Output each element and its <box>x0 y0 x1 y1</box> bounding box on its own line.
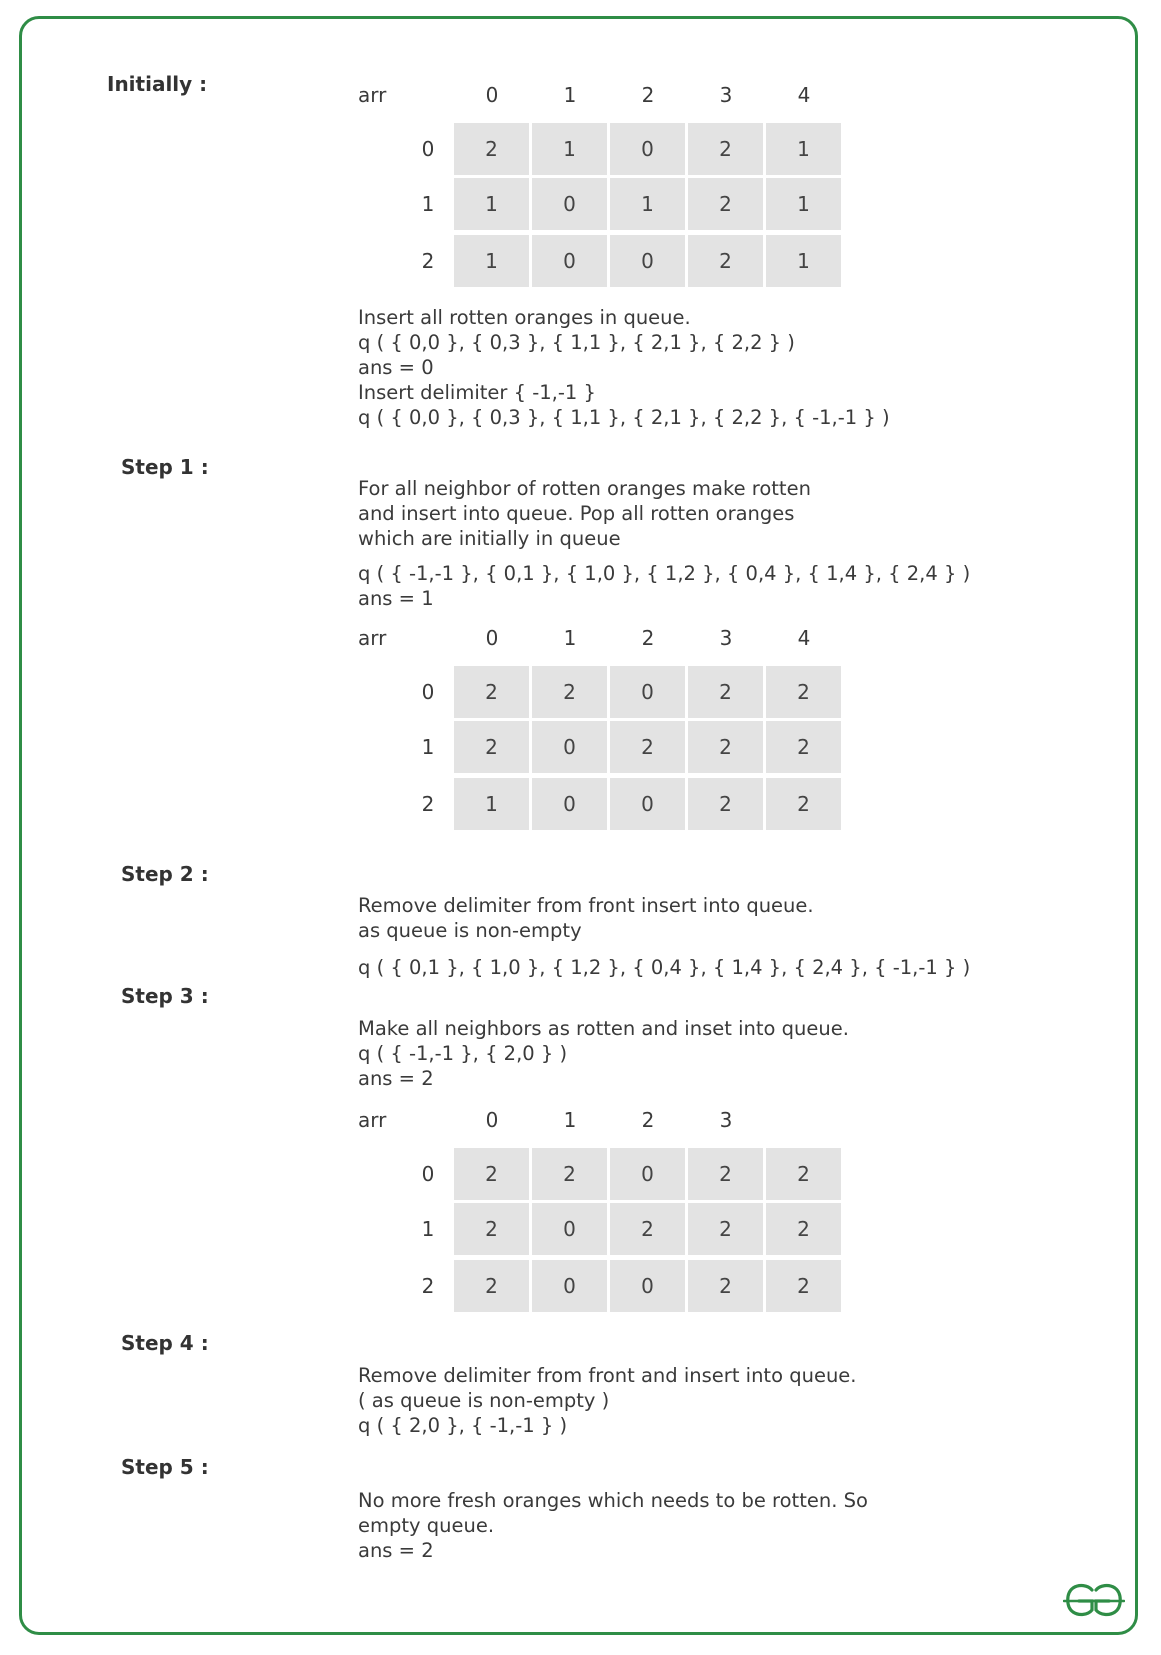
row-index: 2 <box>421 249 435 273</box>
grid-cell: 1 <box>532 123 607 175</box>
grid-cell: 2 <box>454 1148 529 1200</box>
column-index: 0 <box>485 626 499 650</box>
grid-cell: 2 <box>766 1203 841 1255</box>
step4-line: Remove delimiter from front and insert into queue. <box>358 1364 857 1387</box>
grid-cell: 2 <box>688 123 763 175</box>
grid-cell: 2 <box>688 1203 763 1255</box>
grid-cell: 2 <box>766 778 841 830</box>
step1-line: and insert into queue. Pop all rotten oranges <box>358 502 795 525</box>
column-index: 2 <box>641 1108 655 1132</box>
grid-cell: 2 <box>688 778 763 830</box>
label-step-1: Step 1 : <box>121 455 209 479</box>
column-index: 1 <box>563 1108 577 1132</box>
grid-cell: 2 <box>454 666 529 718</box>
step1-queue-line: q ( { -1,-1 }, { 0,1 }, { 1,0 }, { 1,2 }, { 0,4 }, { 1,4 }, { 2,4 } ) <box>358 562 971 585</box>
initial-text <box>358 305 890 430</box>
step2-line: as queue is non-empty <box>358 919 582 942</box>
row-index: 2 <box>421 1274 435 1298</box>
label-step-4: Step 4 : <box>121 1331 209 1355</box>
grid-cell: 2 <box>766 1148 841 1200</box>
grid-cell: 0 <box>610 666 685 718</box>
grid-cell: 2 <box>688 1260 763 1312</box>
step3-text <box>358 1016 849 1091</box>
grid-cell: 0 <box>532 721 607 773</box>
step1-queue <box>358 561 970 611</box>
step2-description <box>358 893 814 943</box>
initial-line: ans = 0 <box>358 356 434 379</box>
column-index: 1 <box>563 83 577 107</box>
grid-cell: 0 <box>610 1260 685 1312</box>
grid-cell: 1 <box>766 178 841 230</box>
grid-cell: 0 <box>610 1148 685 1200</box>
step1-ans-line: ans = 1 <box>358 587 434 610</box>
grid-cell: 1 <box>454 178 529 230</box>
initial-line: Insert delimiter { -1,-1 } <box>358 381 596 404</box>
grid-cell: 2 <box>766 1260 841 1312</box>
column-index: 0 <box>485 1108 499 1132</box>
grid-cell: 2 <box>766 721 841 773</box>
grid-cell: 2 <box>688 666 763 718</box>
column-index: 1 <box>563 626 577 650</box>
column-index: 4 <box>797 83 811 107</box>
arr-label: arr <box>358 83 387 107</box>
column-index: 2 <box>641 83 655 107</box>
label-step-2: Step 2 : <box>121 862 209 886</box>
column-index: 4 <box>797 626 811 650</box>
grid-step-3 <box>358 1108 858 1323</box>
step4-line: ( as queue is non-empty ) <box>358 1389 610 1412</box>
grid-cell: 2 <box>532 1148 607 1200</box>
step4-line: q ( { 2,0 }, { -1,-1 } ) <box>358 1414 568 1437</box>
grid-cell: 2 <box>766 666 841 718</box>
step4-text <box>358 1363 857 1438</box>
grid-cell: 2 <box>688 178 763 230</box>
grid-cell: 0 <box>532 1203 607 1255</box>
grid-cell: 1 <box>454 235 529 287</box>
step5-line: No more fresh oranges which needs to be rotten. So <box>358 1489 868 1512</box>
step1-line: which are initially in queue <box>358 527 621 550</box>
initial-line: Insert all rotten oranges in queue. <box>358 306 691 329</box>
grid-cell: 1 <box>454 778 529 830</box>
grid-cell: 2 <box>454 123 529 175</box>
step5-text <box>358 1488 868 1563</box>
step3-line: q ( { -1,-1 }, { 2,0 } ) <box>358 1042 568 1065</box>
grid-cell: 0 <box>532 1260 607 1312</box>
step5-line: empty queue. <box>358 1514 495 1537</box>
grid-cell: 1 <box>766 235 841 287</box>
grid-step-1 <box>358 626 858 841</box>
row-index: 1 <box>421 192 435 216</box>
label-step-3: Step 3 : <box>121 984 209 1008</box>
column-index: 3 <box>719 83 733 107</box>
row-index: 2 <box>421 792 435 816</box>
gfg-logo-icon <box>1063 1580 1125 1620</box>
grid-cell: 2 <box>532 666 607 718</box>
initial-line: q ( { 0,0 }, { 0,3 }, { 1,1 }, { 2,1 }, { 2,2 } ) <box>358 331 795 354</box>
step5-line: ans = 2 <box>358 1539 434 1562</box>
column-index: 0 <box>485 83 499 107</box>
grid-cell: 0 <box>532 235 607 287</box>
grid-cell: 2 <box>454 1203 529 1255</box>
grid-cell: 1 <box>610 178 685 230</box>
initial-line: q ( { 0,0 }, { 0,3 }, { 1,1 }, { 2,1 }, { 2,2 }, { -1,-1 } ) <box>358 406 890 429</box>
grid-cell: 2 <box>688 235 763 287</box>
grid-cell: 2 <box>454 1260 529 1312</box>
arr-label: arr <box>358 626 387 650</box>
arr-label: arr <box>358 1108 387 1132</box>
grid-cell: 2 <box>610 721 685 773</box>
row-index: 1 <box>421 1217 435 1241</box>
grid-cell: 0 <box>610 778 685 830</box>
step2-line: Remove delimiter from front insert into queue. <box>358 894 814 917</box>
grid-initial <box>358 83 858 298</box>
step2-queue-line: q ( { 0,1 }, { 1,0 }, { 1,2 }, { 0,4 }, { 1,4 }, { 2,4 }, { -1,-1 } ) <box>358 956 971 979</box>
column-index: 3 <box>719 626 733 650</box>
grid-cell: 2 <box>688 1148 763 1200</box>
row-index: 0 <box>421 137 435 161</box>
grid-cell: 0 <box>610 235 685 287</box>
label-step-5: Step 5 : <box>121 1455 209 1479</box>
grid-cell: 1 <box>766 123 841 175</box>
row-index: 1 <box>421 735 435 759</box>
grid-cell: 2 <box>454 721 529 773</box>
step3-line: ans = 2 <box>358 1067 434 1090</box>
grid-cell: 0 <box>532 178 607 230</box>
column-index: 2 <box>641 626 655 650</box>
step1-description <box>358 476 811 551</box>
label-initially: Initially : <box>107 72 208 96</box>
grid-cell: 0 <box>610 123 685 175</box>
row-index: 0 <box>421 680 435 704</box>
grid-cell: 2 <box>688 721 763 773</box>
step2-queue <box>358 955 970 980</box>
grid-cell: 0 <box>532 778 607 830</box>
step3-line: Make all neighbors as rotten and inset into queue. <box>358 1017 849 1040</box>
grid-cell: 2 <box>610 1203 685 1255</box>
row-index: 0 <box>421 1162 435 1186</box>
step1-line: For all neighbor of rotten oranges make rotten <box>358 477 811 500</box>
column-index: 3 <box>719 1108 733 1132</box>
